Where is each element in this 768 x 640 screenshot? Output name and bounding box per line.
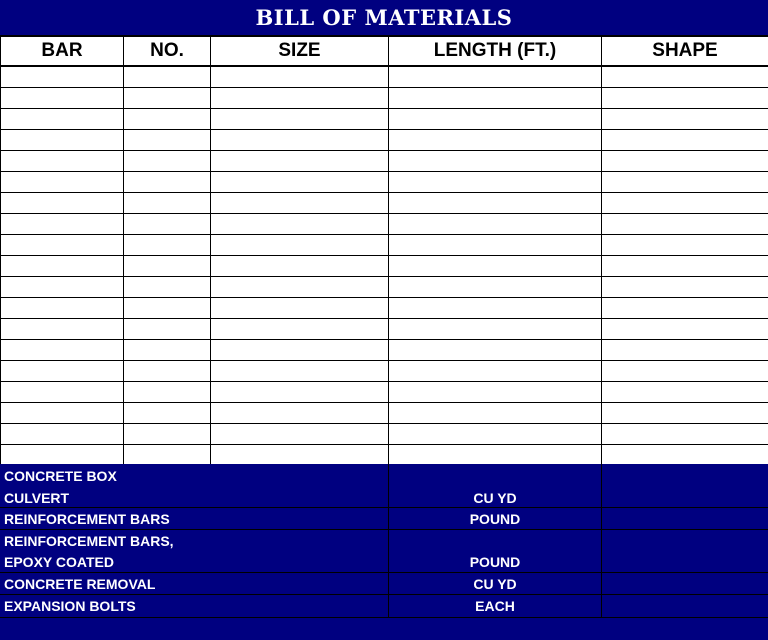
- table-row: [1, 214, 768, 235]
- cell-size[interactable]: [211, 235, 389, 256]
- cell-size[interactable]: [211, 340, 389, 361]
- summary-description-line: CULVERT: [4, 490, 70, 506]
- cell-size[interactable]: [211, 172, 389, 193]
- cell-length[interactable]: [389, 235, 602, 256]
- cell-no[interactable]: [124, 130, 211, 151]
- summary-description-line: CONCRETE BOX: [4, 468, 117, 484]
- cell-bar[interactable]: [1, 130, 124, 151]
- cell-shape[interactable]: [602, 361, 768, 382]
- cell-no[interactable]: [124, 109, 211, 130]
- cell-no[interactable]: [124, 66, 211, 88]
- cell-size[interactable]: [211, 445, 389, 466]
- cell-size[interactable]: [211, 193, 389, 214]
- table-row: [1, 172, 768, 193]
- materials-table: [0, 37, 768, 466]
- summary-unit-cell: [388, 573, 601, 594]
- cell-bar[interactable]: [1, 403, 124, 424]
- cell-shape[interactable]: [602, 340, 768, 361]
- summary-unit: CU YD: [473, 576, 517, 592]
- summary-quantity-cell[interactable]: [601, 464, 768, 507]
- summary-description: [0, 595, 388, 617]
- cell-length[interactable]: [389, 109, 602, 130]
- cell-bar[interactable]: [1, 445, 124, 466]
- cell-no[interactable]: [124, 214, 211, 235]
- summary-description-line: EPOXY COATED: [4, 554, 114, 570]
- cell-no[interactable]: [124, 172, 211, 193]
- cell-bar[interactable]: [1, 256, 124, 277]
- cell-bar[interactable]: [1, 277, 124, 298]
- summary-description-line: REINFORCEMENT BARS,: [4, 533, 174, 549]
- cell-bar[interactable]: [1, 424, 124, 445]
- table-row: [1, 235, 768, 256]
- cell-length[interactable]: [389, 214, 602, 235]
- cell-no[interactable]: [124, 445, 211, 466]
- cell-bar[interactable]: [1, 298, 124, 319]
- cell-no[interactable]: [124, 151, 211, 172]
- cell-shape[interactable]: [602, 424, 768, 445]
- cell-shape[interactable]: [602, 403, 768, 424]
- table-row: [1, 382, 768, 403]
- table-row: [1, 445, 768, 466]
- summary-unit: POUND: [469, 554, 521, 570]
- cell-length[interactable]: [389, 319, 602, 340]
- table-row: [1, 298, 768, 319]
- cell-no[interactable]: [124, 382, 211, 403]
- cell-bar[interactable]: [1, 193, 124, 214]
- cell-length[interactable]: [389, 445, 602, 466]
- summary-description: [0, 530, 388, 572]
- cell-bar[interactable]: [1, 361, 124, 382]
- table-row: [1, 361, 768, 382]
- cell-size[interactable]: [211, 88, 389, 109]
- cell-no[interactable]: [124, 256, 211, 277]
- summary-row: [0, 508, 768, 530]
- cell-bar[interactable]: [1, 382, 124, 403]
- table-row: [1, 88, 768, 109]
- cell-shape[interactable]: [602, 277, 768, 298]
- cell-size[interactable]: [211, 298, 389, 319]
- header-shape: SHAPE: [602, 37, 768, 66]
- cell-size[interactable]: [211, 361, 389, 382]
- cell-bar[interactable]: [1, 340, 124, 361]
- cell-length[interactable]: [389, 193, 602, 214]
- table-body: [1, 66, 768, 466]
- table-row: [1, 340, 768, 361]
- cell-bar[interactable]: [1, 172, 124, 193]
- cell-bar[interactable]: [1, 66, 124, 88]
- cell-size[interactable]: [211, 319, 389, 340]
- cell-bar[interactable]: [1, 151, 124, 172]
- table-row: [1, 193, 768, 214]
- cell-shape[interactable]: [602, 151, 768, 172]
- summary-description-line: CONCRETE REMOVAL: [4, 576, 156, 592]
- cell-length[interactable]: [389, 88, 602, 109]
- header-no: NO.: [124, 37, 211, 66]
- table-row: [1, 151, 768, 172]
- summary-unit-cell: [388, 530, 601, 572]
- summary-unit-cell: [388, 595, 601, 617]
- cell-size[interactable]: [211, 403, 389, 424]
- cell-size[interactable]: [211, 66, 389, 88]
- cell-size[interactable]: [211, 424, 389, 445]
- cell-shape[interactable]: [602, 130, 768, 151]
- cell-shape[interactable]: [602, 382, 768, 403]
- summary-description-line: EXPANSION BOLTS: [4, 598, 136, 614]
- cell-size[interactable]: [211, 277, 389, 298]
- summary-unit: CU YD: [473, 490, 517, 506]
- cell-no[interactable]: [124, 277, 211, 298]
- header-row: [1, 37, 768, 66]
- summary-row: [0, 595, 768, 618]
- cell-shape[interactable]: [602, 319, 768, 340]
- cell-length[interactable]: [389, 256, 602, 277]
- cell-no[interactable]: [124, 424, 211, 445]
- table-row: [1, 109, 768, 130]
- summary-footer-band: [0, 618, 768, 640]
- cell-size[interactable]: [211, 109, 389, 130]
- summary-quantity-cell[interactable]: [601, 508, 768, 529]
- cell-bar[interactable]: [1, 235, 124, 256]
- cell-shape[interactable]: [602, 66, 768, 88]
- cell-shape[interactable]: [602, 298, 768, 319]
- summary-description: [0, 508, 388, 529]
- cell-length[interactable]: [389, 340, 602, 361]
- cell-size[interactable]: [211, 130, 389, 151]
- summary-quantity-cell[interactable]: [601, 530, 768, 572]
- cell-shape[interactable]: [602, 172, 768, 193]
- summary-row: [0, 573, 768, 595]
- cell-shape[interactable]: [602, 256, 768, 277]
- cell-bar[interactable]: [1, 109, 124, 130]
- cell-no[interactable]: [124, 403, 211, 424]
- summary-unit: POUND: [469, 511, 521, 527]
- cell-length[interactable]: [389, 298, 602, 319]
- table-row: [1, 403, 768, 424]
- cell-no[interactable]: [124, 235, 211, 256]
- cell-length[interactable]: [389, 382, 602, 403]
- table-row: [1, 277, 768, 298]
- cell-shape[interactable]: [602, 445, 768, 466]
- title-bar: [0, 0, 768, 37]
- summary-unit: EACH: [475, 598, 515, 614]
- cell-shape[interactable]: [602, 235, 768, 256]
- table-row: [1, 319, 768, 340]
- cell-length[interactable]: [389, 66, 602, 88]
- cell-length[interactable]: [389, 277, 602, 298]
- summary-unit-cell: [388, 464, 601, 507]
- cell-length[interactable]: [389, 172, 602, 193]
- cell-shape[interactable]: [602, 109, 768, 130]
- table-row: [1, 66, 768, 88]
- cell-size[interactable]: [211, 256, 389, 277]
- cell-bar[interactable]: [1, 88, 124, 109]
- sheet-title: BILL OF MATERIALS: [255, 5, 513, 30]
- cell-no[interactable]: [124, 361, 211, 382]
- summary-quantity-cell[interactable]: [601, 595, 768, 617]
- cell-no[interactable]: [124, 298, 211, 319]
- summary-unit-cell: [388, 508, 601, 529]
- table-row: [1, 424, 768, 445]
- cell-length[interactable]: [389, 361, 602, 382]
- header-size: SIZE: [211, 37, 389, 66]
- table-row: [1, 130, 768, 151]
- header-bar: BAR: [1, 37, 124, 66]
- cell-size[interactable]: [211, 382, 389, 403]
- cell-length[interactable]: [389, 403, 602, 424]
- cell-size[interactable]: [211, 214, 389, 235]
- cell-no[interactable]: [124, 88, 211, 109]
- cell-shape[interactable]: [602, 214, 768, 235]
- cell-length[interactable]: [389, 424, 602, 445]
- cell-no[interactable]: [124, 319, 211, 340]
- cell-shape[interactable]: [602, 193, 768, 214]
- summary-quantity-cell[interactable]: [601, 573, 768, 594]
- cell-bar[interactable]: [1, 319, 124, 340]
- summary-row: [0, 464, 768, 508]
- cell-bar[interactable]: [1, 214, 124, 235]
- cell-no[interactable]: [124, 340, 211, 361]
- table-row: [1, 256, 768, 277]
- cell-size[interactable]: [211, 151, 389, 172]
- cell-no[interactable]: [124, 193, 211, 214]
- summary-row: [0, 530, 768, 573]
- summary-description-line: REINFORCEMENT BARS: [4, 511, 170, 527]
- summary-description: [0, 573, 388, 594]
- cell-length[interactable]: [389, 130, 602, 151]
- summary-block: [0, 464, 768, 640]
- summary-description: [0, 464, 388, 507]
- cell-length[interactable]: [389, 151, 602, 172]
- header-length: LENGTH (FT.): [389, 37, 602, 66]
- cell-shape[interactable]: [602, 88, 768, 109]
